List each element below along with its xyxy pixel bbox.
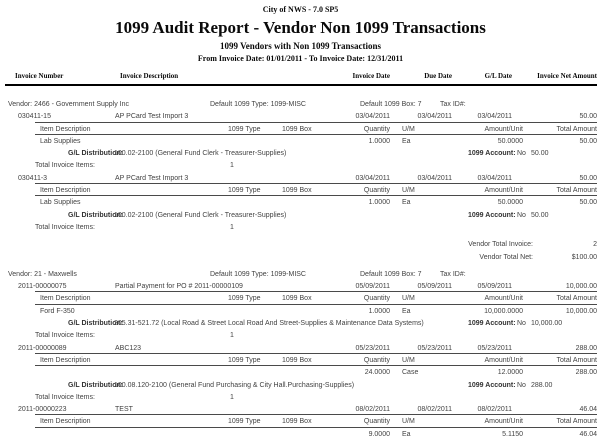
item-total: 10,000.00 [565,307,597,315]
item-total: 46.04 [579,430,597,438]
item-row [0,136,601,148]
invoice-net-amount: 50.00 [579,113,597,121]
item-amount-unit: 50.0000 [497,137,523,145]
col-1099-box: 1099 Box [282,187,312,195]
invoice-row [0,343,601,355]
col-amount-unit: Amount/Unit [484,187,523,195]
col-quantity: Quantity [363,125,390,133]
item-row [0,367,601,379]
vendor-name: Vendor: 2466 - Government Supply Inc [8,101,130,108]
total-invoice-items-row [0,160,601,172]
col-item-description: Item Description [40,187,91,195]
account-1099-label: 1099 Account: [468,211,516,219]
col-um: U/M [402,295,415,303]
invoice-date: 05/23/2011 [355,344,390,352]
account-1099-value: No [517,150,526,158]
vendor-name: Vendor: 21 - Maxwells [8,270,77,278]
item-header-row [0,293,601,305]
gl-distribution-row [0,380,601,392]
invoice-date: 03/04/2011 [355,174,390,182]
gl-distribution-label: G/L Distribution: [68,320,124,328]
invoice-description: TEST [115,406,133,414]
account-1099-label: 1099 Account: [468,150,516,158]
col-1099-type: 1099 Type [228,125,261,133]
column-header-row [0,72,601,83]
item-um: Case [402,369,419,377]
total-invoice-items-label: Total Invoice Items: [35,223,95,231]
total-invoice-items-value: 1 [230,162,234,170]
col-um: U/M [402,418,415,426]
invoice-number: 030411-3 [18,174,48,182]
gl-distribution-row [0,318,601,330]
item-quantity: 9.0000 [368,430,390,438]
account-1099-value: No [517,211,526,219]
gl-distribution-label: G/L Distribution: [68,150,124,158]
total-invoice-items-value: 1 [230,223,234,231]
col-total-amount: Total Amount [556,356,597,364]
gl-distribution-account: 100.02-2100 (General Fund Clerk - Treasurer-Supplies) [114,211,287,219]
vendor-total-invoice-value: 2 [593,241,597,249]
item-description: Lab Supplies [40,137,81,145]
invoice-date: 03/04/2011 [355,113,390,121]
item-quantity: 24.0000 [364,369,390,377]
due-date: 05/09/2011 [417,283,452,291]
col-1099-type: 1099 Type [228,187,261,195]
col-um: U/M [402,187,415,195]
gl-date: 05/09/2011 [477,283,512,291]
col-amount-unit: Amount/Unit [484,418,523,426]
item-um: Ea [402,137,411,145]
invoice-date: 05/09/2011 [355,283,390,291]
vendor-tax-id: Tax ID#: [440,270,466,278]
item-amount-unit: 12.0000 [497,369,523,377]
vendor-tax-id: Tax ID#: [440,101,466,108]
item-row [0,306,601,318]
col-invoice-description: Invoice Description [120,72,179,80]
item-description: Ford F-350 [40,307,75,315]
gl-distribution-row [0,148,601,160]
item-um: Ea [402,430,411,438]
col-item-description: Item Description [40,356,91,364]
col-amount-unit: Amount/Unit [484,356,523,364]
col-invoice-date: Invoice Date [352,72,390,80]
col-quantity: Quantity [363,295,390,303]
invoice-net-amount: 50.00 [579,174,597,182]
item-row [0,429,601,441]
col-1099-box: 1099 Box [282,418,312,426]
invoice-row [0,281,601,293]
vendor-total-net-label: Vendor Total Net: [479,253,533,261]
col-item-description: Item Description [40,295,91,303]
invoice-net-amount: 10,000.00 [565,283,597,291]
due-date: 03/04/2011 [417,174,452,182]
gl-distribution-label: G/L Distribution: [68,381,124,389]
invoice-number: 030411-15 [18,113,51,121]
total-invoice-items-label: Total Invoice Items: [35,393,95,401]
report-title: 1099 Audit Report - Vendor Non 1099 Transactions [115,18,486,37]
item-amount-unit: 5.1150 [502,430,523,438]
col-amount-unit: Amount/Unit [484,125,523,133]
total-invoice-items-row [0,222,601,234]
invoice-description: ABC123 [115,344,142,352]
col-um: U/M [402,356,415,364]
vendor-total-invoice-row [0,239,601,251]
gl-date: 03/04/2011 [477,113,512,121]
invoice-number: 2011-00000223 [18,406,67,414]
total-invoice-items-row [0,330,601,342]
report-subtitle: 1099 Vendors with Non 1099 Transactions [220,41,381,51]
gl-date: 03/04/2011 [477,174,512,182]
col-due-date: Due Date [424,72,452,80]
item-header-row [0,124,601,136]
invoice-row [0,111,601,123]
gl-distribution-account: 100.08.120-2100 (General Fund Purchasing & City Hall.Purchasing-Supplies) [114,381,355,389]
invoice-description: AP PCard Test Import 3 [115,113,189,121]
item-amount-unit: 50.0000 [497,199,523,207]
vendor-total-net-value: $100.00 [571,253,597,261]
due-date: 08/02/2011 [417,406,452,414]
vendor-default-1099-box: Default 1099 Box: 7 [360,270,422,278]
item-quantity: 1.0000 [368,199,390,207]
item-um: Ea [402,307,411,315]
col-1099-box: 1099 Box [282,125,312,133]
col-1099-type: 1099 Type [228,295,261,303]
col-total-amount: Total Amount [556,418,597,426]
col-total-amount: Total Amount [556,125,597,133]
col-invoice-number: Invoice Number [15,72,64,80]
item-um: Ea [402,199,411,207]
item-amount-unit: 10,000.0000 [484,307,523,315]
invoice-date: 08/02/2011 [355,406,390,414]
account-1099-label: 1099 Account: [468,320,516,328]
invoice-net-amount: 288.00 [575,344,597,352]
col-invoice-net-amount: Invoice Net Amount [537,72,597,80]
col-1099-type: 1099 Type [228,418,261,426]
vendor-default-1099-type: Default 1099 Type: 1099-MISC [210,101,306,108]
account-1099-value: No [517,381,526,389]
report-body [0,86,601,441]
account-1099-label: 1099 Account: [468,381,516,389]
vendor-default-1099-box: Default 1099 Box: 7 [360,101,422,108]
item-quantity: 1.0000 [368,307,390,315]
gl-distribution-label: G/L Distribution: [68,211,124,219]
due-date: 03/04/2011 [417,113,452,121]
gl-amount: 10,000.00 [531,320,563,328]
item-header-row [0,185,601,197]
gl-date: 08/02/2011 [477,406,512,414]
item-row [0,197,601,209]
item-total: 50.00 [579,199,597,207]
item-header-row [0,416,601,428]
vendor-total-invoice-label: Vendor Total Invoice: [468,241,533,249]
total-invoice-items-label: Total Invoice Items: [35,162,95,170]
col-quantity: Quantity [363,187,390,195]
gl-amount: 50.00 [531,211,549,219]
col-quantity: Quantity [363,356,390,364]
invoice-row [0,404,601,416]
col-1099-type: 1099 Type [228,356,261,364]
col-um: U/M [402,125,415,133]
col-item-description: Item Description [40,125,91,133]
col-amount-unit: Amount/Unit [484,295,523,303]
total-invoice-items-value: 1 [230,332,234,340]
col-1099-box: 1099 Box [282,356,312,364]
gl-amount: 50.00 [531,150,549,158]
vendor-default-1099-type: Default 1099 Type: 1099-MISC [210,270,306,278]
vendor-header-row [0,99,601,111]
col-quantity: Quantity [363,418,390,426]
total-invoice-items-value: 1 [230,393,234,401]
col-1099-box: 1099 Box [282,295,312,303]
vendor-header-row [0,269,601,281]
gl-amount: 288.00 [531,381,553,389]
gl-distribution-account: 100.02-2100 (General Fund Clerk - Treasurer-Supplies) [114,150,287,158]
invoice-row [0,173,601,185]
report-company: City of NWS - 7.0 SP5 [262,5,339,14]
item-total: 288.00 [575,369,597,377]
col-item-description: Item Description [40,418,91,426]
item-quantity: 1.0000 [368,137,390,145]
gl-distribution-row [0,210,601,222]
vendor-total-net-row [0,252,601,264]
col-gl-date: G/L Date [484,72,512,80]
report-date-range: From Invoice Date: 01/01/2011 - To Invoice Date: 12/31/2011 [197,54,404,63]
due-date: 05/23/2011 [417,344,452,352]
account-1099-value: No [517,320,526,328]
item-description: Lab Supplies [40,199,81,207]
gl-date: 05/23/2011 [477,344,512,352]
invoice-description: Partial Payment for PO # 2011-00000109 [115,283,243,291]
gl-distribution-account: 205.31-521.72 (Local Road & Street Local Road And Street-Supplies & Maintenance Data Systems) [114,320,424,328]
invoice-net-amount: 46.04 [579,406,597,414]
col-total-amount: Total Amount [556,295,597,303]
item-total: 50.00 [579,137,597,145]
total-invoice-items-label: Total Invoice Items: [35,332,95,340]
invoice-description: AP PCard Test Import 3 [115,174,189,182]
total-invoice-items-row [0,392,601,404]
invoice-number: 2011-00000075 [18,283,67,291]
item-header-row [0,355,601,367]
invoice-number: 2011-00000089 [18,344,67,352]
col-total-amount: Total Amount [556,187,597,195]
